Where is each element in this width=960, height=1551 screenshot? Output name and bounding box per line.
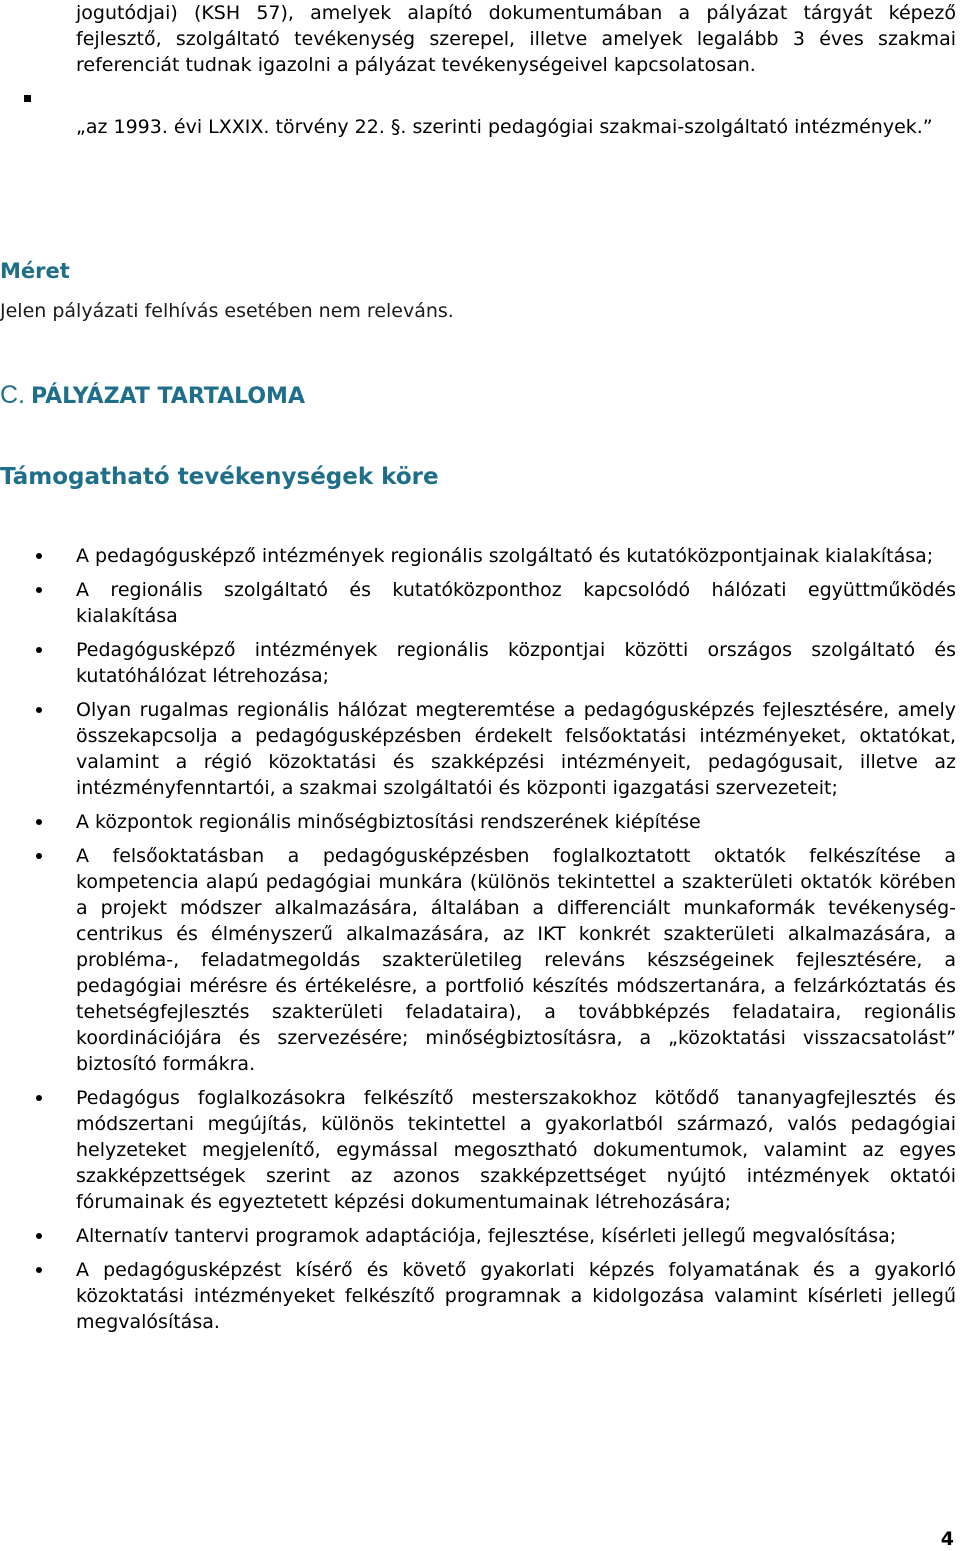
list-item: A regionális szolgáltató és kutatóközponthoz kapcsolódó hálózati együttműködés kialakítása (0, 577, 960, 629)
list-item: A pedagógusképzést kísérő és követő gyakorlati képzés folyamatának és a gyakorló közoktatási intézményeket felkészítő programnak a kidolgozása valamint kísérleti jellegű megvalósítása. (0, 1257, 960, 1335)
activities-list (0, 543, 960, 1343)
bullet-icon (36, 1095, 42, 1101)
list-item: A pedagógusképző intézmények regionális szolgáltató és kutatóközpontjainak kialakítása; (0, 543, 960, 569)
list-item: Pedagógusképző intézmények regionális központjai közötti országos szolgáltató és kutatóhálózat létrehozása; (0, 637, 960, 689)
bullet-icon (36, 707, 42, 713)
page-number: 4 (940, 1528, 954, 1550)
section-title: PÁLYÁZAT TARTALOMA (31, 384, 305, 409)
list-item: Alternatív tantervi programok adaptációja, fejlesztése, kísérleti jellegű megvalósítása; (0, 1223, 960, 1249)
square-list-item: „az 1993. évi LXXIX. törvény 22. §. szerinti pedagógiai szakmai-szolgáltató intézmények.” (76, 116, 933, 138)
list-item: A felsőoktatásban a pedagógusképzésben foglalkoztatott oktatók felkészítése a kompetencia alapú pedagógiai munkára (különös tekintettel a szakterületi oktatók körében a projekt módszer alkalmazására, általában a differenciált munkaformák tevékenység-centrikus és élményszerű alkalmazására, az IKT konkrét szakterületi alkalmazására, a probléma-, feladatmegoldás szakterületileg releváns készségeinek fejlesztésére, a pedagógiai mérésre és értékelésre, a portfolió készítés módszertanára, a felzárkóztatás és tehetségfejlesztés szakterületi feladataira), a továbbképzés feladataira, regionális koordinációjára és szervezésére; minőségbiztosításra, a „közoktatási visszacsatolást” biztosító formákra. (0, 843, 960, 1077)
activities-heading: Támogatható tevékenységek köre (0, 464, 439, 490)
section-letter: C. (0, 381, 25, 409)
list-item: A központok regionális minőségbiztosítási rendszerének kiépítése (0, 809, 960, 835)
bullet-icon (36, 587, 42, 593)
list-item: Pedagógus foglalkozásokra felkészítő mesterszakokhoz kötődő tananyagfejlesztés és módszertani megújítás, különös tekintettel a gyakorlatból származó, valós pedagógiai helyzeteket megjelenítő, egymással megosztható dokumentumok, valamint az egyes szakképzettségek szerint az azonos szakképzettséget nyújtó intézmények oktatói fórumainak és egyeztetett képzési dokumentumainak létrehozására; (0, 1085, 960, 1215)
square-bullet-icon (24, 95, 31, 102)
meret-text: Jelen pályázati felhívás esetében nem releváns. (0, 300, 454, 322)
bullet-icon (36, 853, 42, 859)
bullet-icon (36, 553, 42, 559)
intro-paragraph: jogutódjai) (KSH 57), amelyek alapító dokumentumában a pályázat tárgyát képező fejlesztő, szolgáltató tevékenység szerepel, illetve amelyek legalább 3 éves szakmai referenciát tudnak igazolni a pályázat tevékenységeivel kapcsolatosan. (76, 2, 956, 76)
bullet-icon (36, 1267, 42, 1273)
bullet-icon (36, 1233, 42, 1239)
bullet-icon (36, 819, 42, 825)
bullet-icon (36, 647, 42, 653)
section-c-heading (0, 380, 305, 412)
meret-heading: Méret (0, 259, 70, 283)
list-item: Olyan rugalmas regionális hálózat megteremtése a pedagógusképzés fejlesztésére, amely összekapcsolja a pedagógusképzésben érdekelt felsőoktatási intézményeket, oktatókat, valamint a régió közoktatási és szakképzési intézményeit, pedagógusait, illetve az intézményfenntartói, a szakmai szolgáltatói és központi igazgatási szervezeteit; (0, 697, 960, 801)
